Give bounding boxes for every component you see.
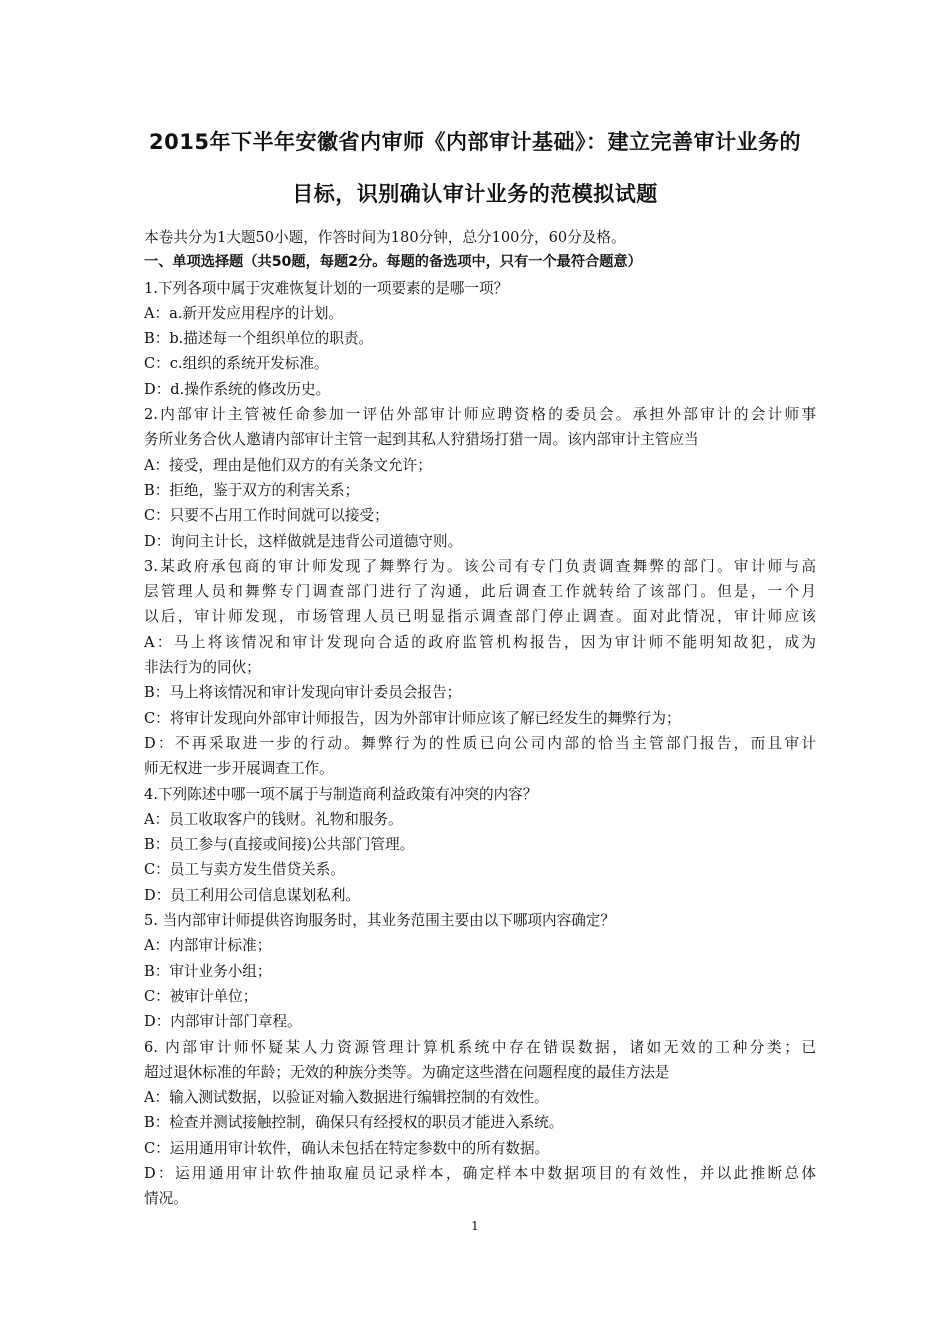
- option-line: A：马上将该情况和审计发现向合适的政府监管机构报告，因为审计师不能明知故犯，成为: [144, 633, 816, 651]
- question-1: 1.下列各项中属于灾难恢复计划的一项要素的是哪一项？: [144, 279, 509, 297]
- option-line: D：内部审计部门章程。: [144, 1013, 302, 1031]
- question-2: 2.内部审计主管被任命参加一评估外部审计师应聘资格的委员会。承担外部审计的会计师事: [144, 406, 816, 424]
- question-2-cont: 务所业务合伙人邀请内部审计主管一起到其私人狩猎场打猎一周。该内部审计主管应当: [144, 431, 699, 449]
- option-line: B：检查并测试接触控制，确保只有经授权的职员才能进入系统。: [144, 1114, 564, 1132]
- option-line: C：将审计发现向外部审计师报告，因为外部审计师应该了解已经发生的舞弊行为；: [144, 709, 681, 727]
- option-line: B：拒绝，鉴于双方的利害关系；: [144, 481, 360, 499]
- option-line: B：马上将该情况和审计发现向审计委员会报告；: [144, 684, 462, 702]
- option-line: A：a.新开发应用程序的计划。: [144, 304, 344, 322]
- option-line: D：运用通用审计软件抽取雇员记录样本，确定样本中数据项目的有效性，并以此推断总体: [144, 1164, 816, 1182]
- option-line: C：员工与卖方发生借贷关系。: [144, 861, 345, 879]
- question-3-cont: 层管理人员和舞弊专门调查部门进行了沟通，此后调查工作就转给了该部门。但是，一个月: [144, 583, 816, 601]
- option-line: B：员工参与(直接或间接)公共部门管理。: [144, 836, 415, 854]
- option-line: C：被审计单位；: [144, 987, 258, 1005]
- option-line: D：员工利用公司信息谋划私利。: [144, 886, 361, 904]
- question-3-cont: 以后，审计师发现，市场管理人员已明显指示调查部门停止调查。面对此情况，审计师应该: [144, 608, 816, 626]
- option-line: B：b.描述每一个组织单位的职责。: [144, 330, 374, 348]
- option-line: D：d.操作系统的修改历史。: [144, 380, 331, 398]
- option-line: C：c.组织的系统开发标准。: [144, 355, 329, 373]
- option-line-cont: 师无权进一步开展调查工作。: [144, 760, 334, 778]
- option-line: B：审计业务小组；: [144, 962, 272, 980]
- question-4: 4.下列陈述中哪一项不属于与制造商利益政策有冲突的内容？: [144, 785, 538, 803]
- option-line: A：员工收取客户的钱财。礼物和服务。: [144, 810, 403, 828]
- section-heading: 一、单项选择题（共50题，每题2分。每题的备选项中，只有一个最符合题意）: [144, 254, 642, 271]
- exam-intro: 本卷共分为1大题50小题，作答时间为180分钟，总分100分，60分及格。: [144, 229, 626, 246]
- option-line: A：内部审计标准；: [144, 937, 272, 955]
- question-6: 6. 内部审计师怀疑某人力资源管理计算机系统中存在错误数据，诸如无效的工种分类；已: [144, 1038, 816, 1056]
- option-line: C：只要不占用工作时间就可以接受；: [144, 507, 389, 525]
- option-line-cont: 情况。: [144, 1190, 188, 1208]
- question-3: 3.某政府承包商的审计师发现了舞弊行为。该公司有专门负责调查舞弊的部门。审计师与高: [144, 557, 816, 575]
- option-line-cont: 非法行为的同伙；: [144, 659, 261, 677]
- option-line: A：输入测试数据，以验证对输入数据进行编辑控制的有效性。: [144, 1089, 549, 1107]
- document-title-line-2: 目标，识别确认审计业务的范模拟试题: [292, 182, 658, 206]
- option-line: D：不再采取进一步的行动。舞弊行为的性质已向公司内部的恰当主管部门报告，而且审计: [144, 734, 816, 752]
- page-number: 1: [471, 1219, 479, 1233]
- option-line: A：接受，理由是他们双方的有关条文允许；: [144, 456, 432, 474]
- option-line: D：询问主计长，这样做就是违背公司道德守则。: [144, 532, 463, 550]
- document-title-line-1: 2015年下半年安徽省内审师《内部审计基础》：建立完善审计业务的: [149, 130, 801, 154]
- question-5: 5. 当内部审计师提供咨询服务时，其业务范围主要由以下哪项内容确定？: [144, 912, 615, 930]
- option-line: C：运用通用审计软件，确认未包括在特定参数中的所有数据。: [144, 1139, 550, 1157]
- question-6-cont: 超过退休标准的年龄；无效的种族分类等。为确定这些潜在问题程度的最佳方法是: [144, 1063, 670, 1081]
- document-body: [144, 225, 816, 1212]
